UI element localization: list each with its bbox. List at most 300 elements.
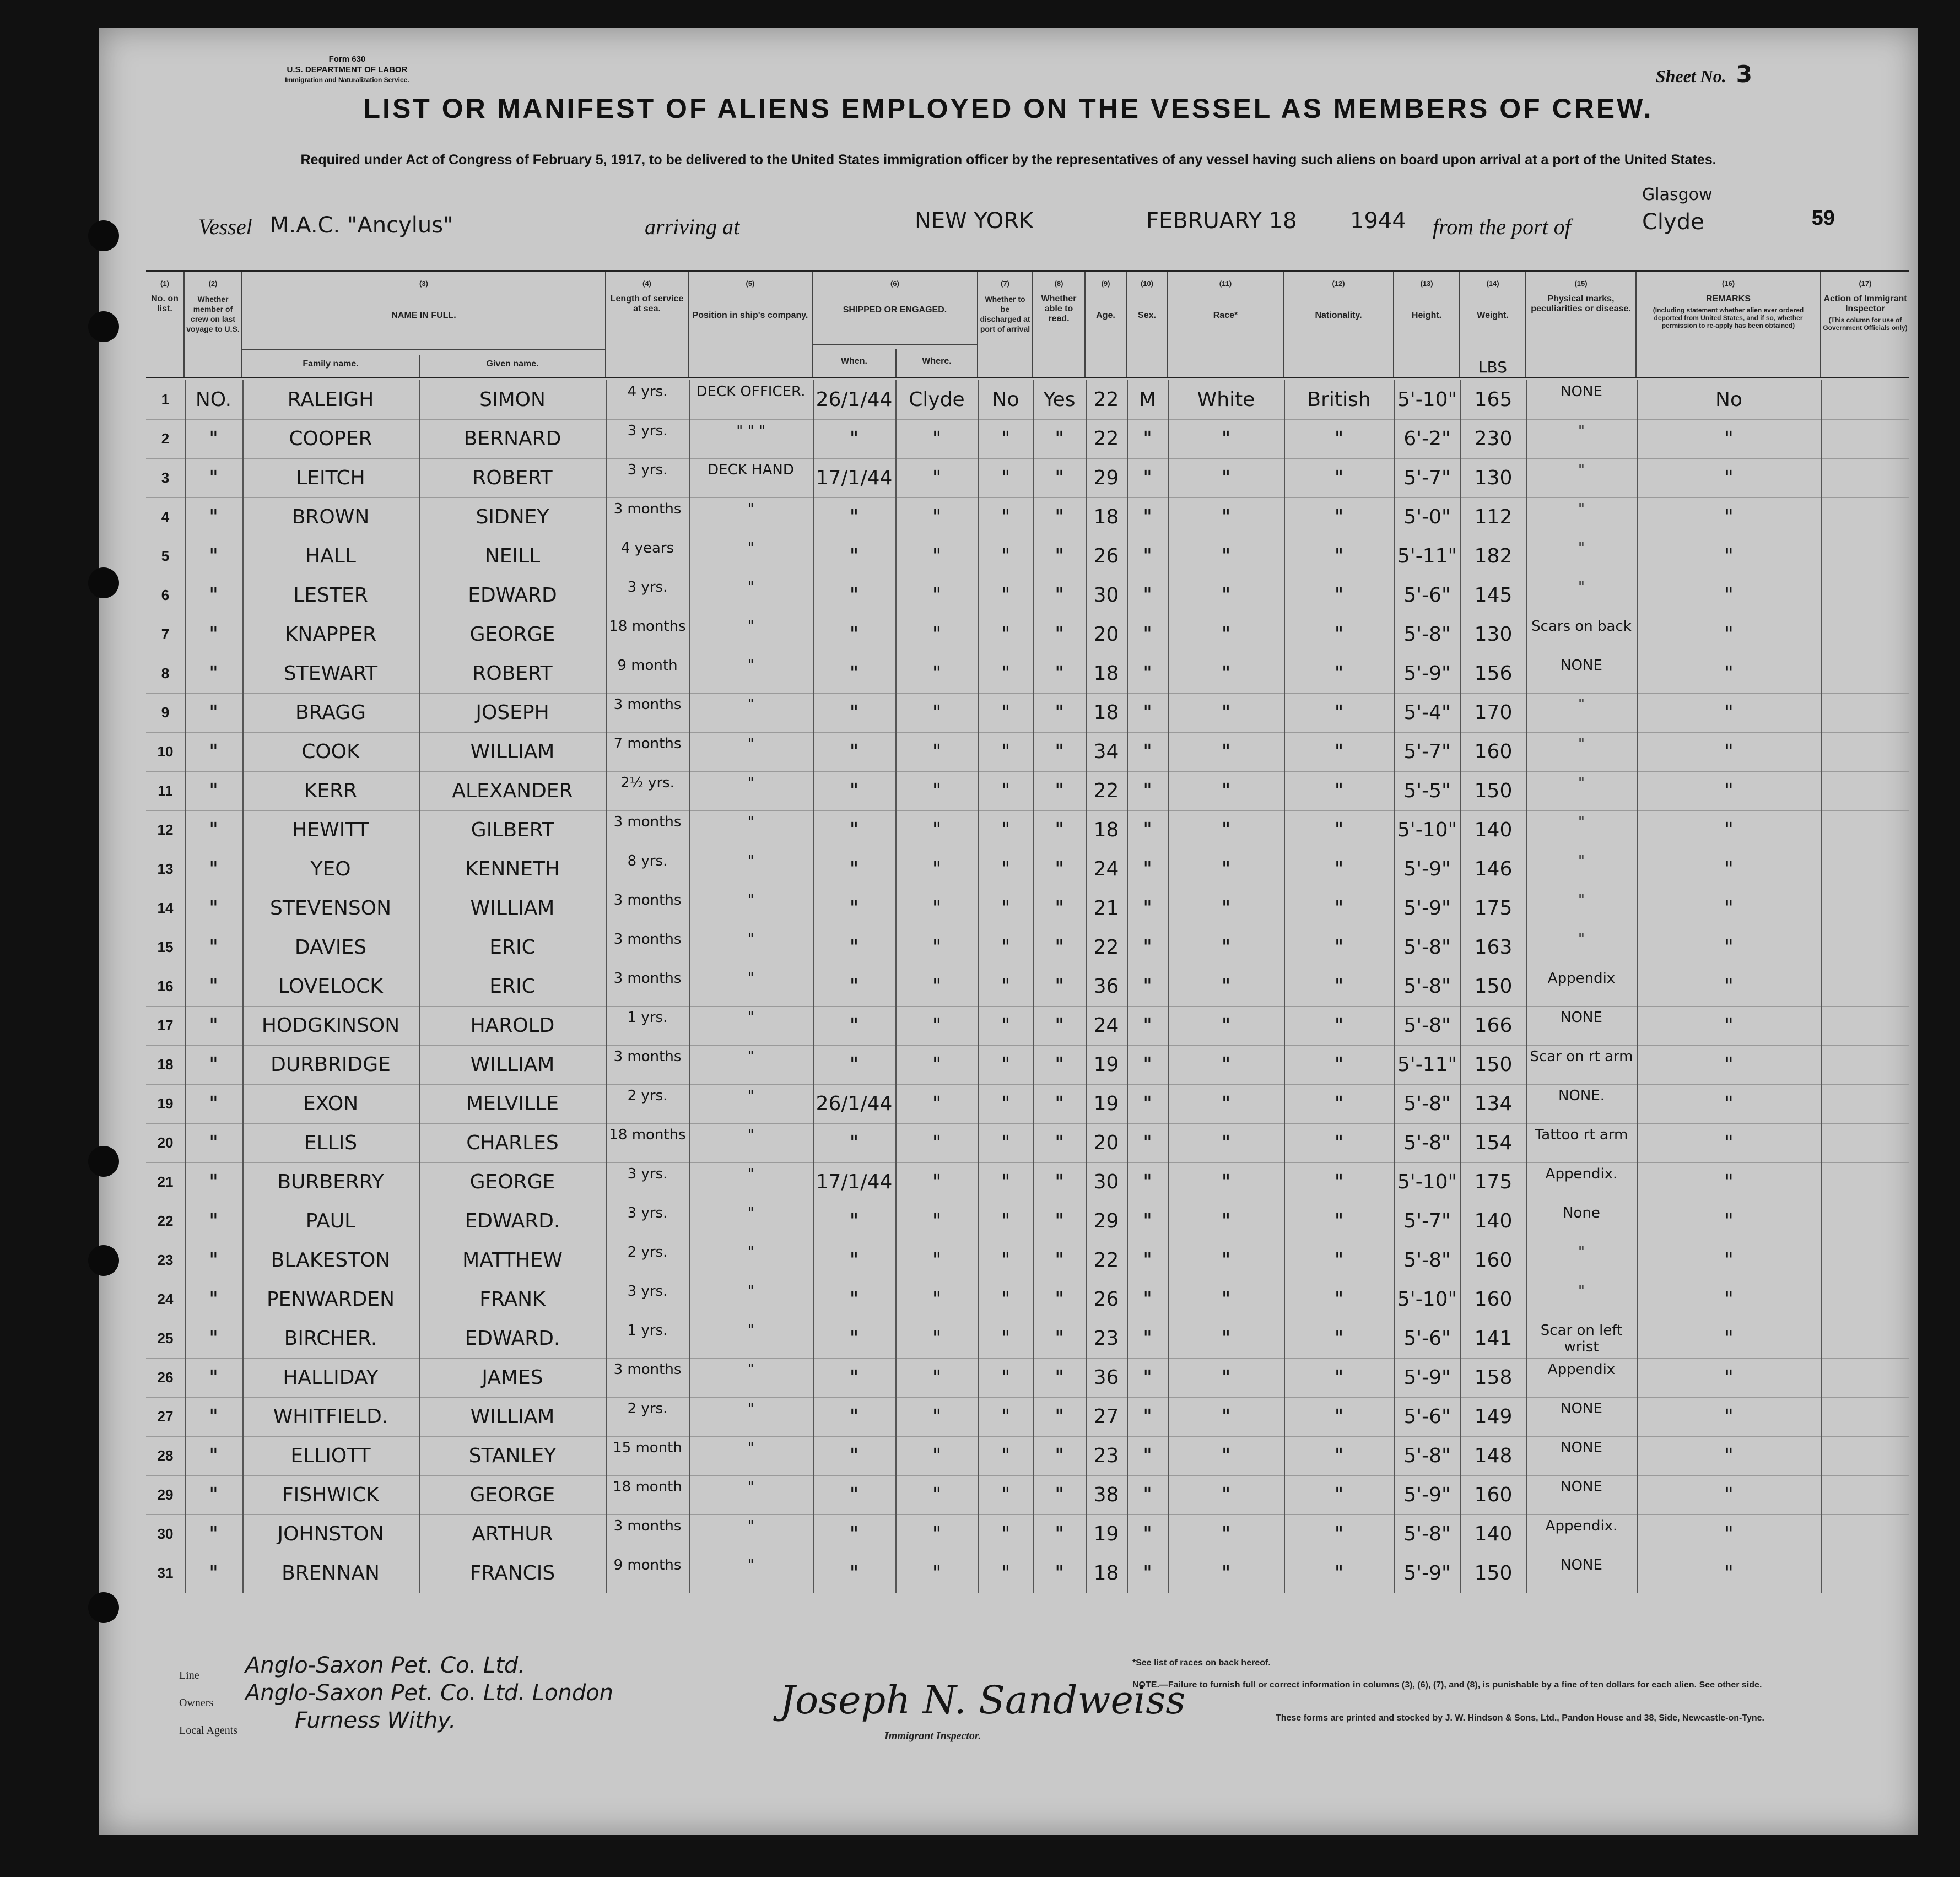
cell-nationality: " [1334, 1171, 1344, 1193]
port-value: Clyde [1642, 209, 1704, 235]
arriving-label: arriving at [645, 214, 740, 239]
cell-height: 5'-6" [1403, 584, 1451, 607]
cell-family: YEO [310, 858, 351, 880]
col-height-header: (13) Height. [1394, 272, 1460, 377]
col-discharged-header: (7) Whether to be discharged at port of arrival [978, 272, 1033, 377]
cell-read: " [1055, 1132, 1064, 1154]
column-rule [895, 380, 897, 1593]
cell-given: ERIC [489, 975, 536, 998]
cell-read: " [1055, 1366, 1064, 1389]
cell-weight: 160 [1474, 1484, 1513, 1506]
cell-age: 26 [1093, 1288, 1119, 1311]
cell-discharged: " [1001, 858, 1011, 880]
cell-nationality: " [1334, 1249, 1344, 1272]
cell-service: 3 months [613, 696, 682, 713]
cell-marks: " [1578, 696, 1585, 713]
cell-weight: 112 [1474, 506, 1513, 528]
cell-given: FRANCIS [469, 1562, 555, 1584]
cell-when: 17/1/44 [816, 1171, 893, 1193]
cell-where: " [932, 897, 942, 919]
table-row [146, 732, 1909, 772]
cell-where: " [932, 780, 942, 802]
cell-race: " [1221, 1249, 1231, 1272]
cell-service: 2 yrs. [627, 1244, 668, 1261]
cell-given: ARTHUR [472, 1523, 553, 1545]
cell-service: 3 months [613, 931, 682, 948]
cell-service: 3 yrs. [627, 462, 668, 478]
cell-crew: " [209, 1132, 218, 1154]
cell-family: BIRCHER. [284, 1327, 377, 1350]
cell-discharged: " [1001, 740, 1011, 763]
cell-no: 19 [157, 1095, 174, 1112]
cell-sex: M [1138, 388, 1157, 411]
cell-where: " [932, 1132, 942, 1154]
cell-family: STEWART [283, 662, 378, 685]
cell-no: 6 [161, 587, 170, 603]
column-rule [1821, 380, 1822, 1593]
cell-height: 5'-9" [1403, 1366, 1451, 1389]
cell-family: STEVENSON [269, 897, 391, 919]
cell-nationality: " [1334, 1405, 1344, 1428]
cell-crew: " [209, 545, 218, 567]
cell-position: " [747, 892, 754, 908]
cell-sex: " [1143, 858, 1152, 880]
cell-nationality: " [1334, 662, 1344, 685]
cell-when: " [849, 506, 859, 528]
cell-discharged: " [1001, 662, 1011, 685]
cell-when: 17/1/44 [816, 467, 893, 489]
given-name-header: Given name. [486, 359, 539, 369]
cell-race: " [1221, 936, 1231, 959]
cell-remarks: " [1724, 936, 1734, 959]
cell-crew: " [209, 819, 218, 841]
cell-position: " [747, 1479, 754, 1495]
cell-race: White [1197, 388, 1255, 411]
cell-position: " [747, 1322, 754, 1339]
cell-where: Clyde [909, 388, 965, 411]
cell-service: 3 months [613, 1518, 682, 1534]
cell-height: 5'-8" [1403, 1092, 1451, 1115]
cell-no: 24 [157, 1291, 174, 1307]
cell-service: 4 years [620, 540, 674, 556]
cell-sex: " [1143, 936, 1152, 959]
cell-weight: 160 [1474, 740, 1513, 763]
cell-discharged: " [1001, 506, 1011, 528]
cell-crew: " [209, 1092, 218, 1115]
cell-age: 22 [1093, 936, 1119, 959]
cell-given: CHARLES [466, 1132, 559, 1154]
cell-marks: None [1563, 1205, 1600, 1221]
cell-weight: 140 [1474, 819, 1513, 841]
cell-height: 5'-4" [1403, 701, 1451, 724]
cell-race: " [1221, 1171, 1231, 1193]
cell-sex: " [1143, 819, 1152, 841]
cell-age: 23 [1093, 1445, 1119, 1467]
cell-family: BLAKESTON [271, 1249, 391, 1272]
cell-discharged: " [1001, 1249, 1011, 1272]
cell-read: " [1055, 1210, 1064, 1232]
cell-family: HALL [305, 545, 356, 567]
cell-position: DECK HAND [708, 462, 794, 478]
cell-race: " [1221, 819, 1231, 841]
cell-read: " [1055, 819, 1064, 841]
cell-crew: " [209, 858, 218, 880]
cell-nationality: " [1334, 1132, 1344, 1154]
cell-when: " [849, 740, 859, 763]
cell-service: 4 yrs. [627, 383, 668, 400]
cell-sex: " [1143, 623, 1152, 646]
cell-given: WILLIAM [470, 740, 555, 763]
cell-when: " [849, 1523, 859, 1545]
cell-service: 3 yrs. [627, 579, 668, 596]
cell-marks: " [1578, 892, 1585, 908]
cell-when: " [849, 1484, 859, 1506]
column-rule [1168, 380, 1169, 1593]
cell-no: 22 [157, 1213, 174, 1229]
column-rule [1284, 380, 1285, 1593]
col-action-header: (17) Action of Immigrant Inspector (This column for use of Government Officials only) [1823, 279, 1908, 332]
cell-race: " [1221, 584, 1231, 607]
cell-crew: " [209, 1288, 218, 1311]
cell-crew: " [209, 584, 218, 607]
cell-height: 5'-10" [1397, 1288, 1457, 1311]
cell-height: 5'-9" [1403, 1562, 1451, 1584]
cell-age: 36 [1093, 1366, 1119, 1389]
subtitle: Required under Act of Congress of February 5, 1917, to be delivered to the United States immigration officer by the representatives of any vessel having such aliens on board upon arrival at a port of the United States. [300, 152, 1716, 167]
cell-read: " [1055, 1053, 1064, 1076]
cell-remarks: " [1724, 858, 1734, 880]
cell-sex: " [1143, 584, 1152, 607]
inspector-signature: Joseph N. Sandweiss [780, 1678, 1186, 1723]
cell-remarks: " [1724, 662, 1734, 685]
cell-where: " [932, 740, 942, 763]
cell-race: " [1221, 1092, 1231, 1115]
cell-service: 3 months [613, 1048, 682, 1065]
cell-remarks: " [1724, 1523, 1734, 1545]
cell-family: ELLIOTT [290, 1445, 371, 1467]
cell-given: JOSEPH [476, 701, 549, 724]
cell-where: " [932, 819, 942, 841]
cell-nationality: " [1334, 506, 1344, 528]
cell-where: " [932, 858, 942, 880]
cell-service: 1 yrs. [627, 1009, 668, 1026]
cell-age: 29 [1093, 467, 1119, 489]
cell-age: 19 [1093, 1053, 1119, 1076]
cell-nationality: " [1334, 1523, 1344, 1545]
cell-remarks: " [1724, 701, 1734, 724]
cell-age: 19 [1093, 1092, 1119, 1115]
cell-read: " [1055, 1288, 1064, 1311]
cell-family: WHITFIELD. [273, 1405, 388, 1428]
cell-weight: 150 [1474, 975, 1513, 998]
cell-when: " [849, 1327, 859, 1350]
table-row [146, 1241, 1909, 1280]
cell-age: 27 [1093, 1405, 1119, 1428]
cell-position: " [747, 579, 754, 596]
cell-service: 18 month [613, 1479, 682, 1495]
table-row [146, 1162, 1909, 1202]
col-read-header: (8) Whether able to read. [1033, 272, 1086, 377]
cell-nationality: " [1334, 858, 1344, 880]
cell-read: " [1055, 1445, 1064, 1467]
cell-family: DAVIES [294, 936, 367, 959]
manifest-table [146, 270, 1909, 1631]
cell-age: 26 [1093, 545, 1119, 567]
cell-marks: " [1578, 814, 1585, 830]
cell-nationality: " [1334, 1562, 1344, 1584]
col-shipped-header: (6) SHIPPED OR ENGAGED. When. Where. [813, 272, 978, 377]
table-header [146, 270, 1909, 378]
cell-race: " [1221, 1523, 1231, 1545]
cell-weight: 160 [1474, 1249, 1513, 1272]
cell-given: WILLIAM [470, 1405, 555, 1428]
cell-read: " [1055, 780, 1064, 802]
cell-remarks: " [1724, 467, 1734, 489]
cell-nationality: British [1307, 388, 1371, 411]
col-crew-header: (2) Whether member of crew on last voyage to U.S. [185, 272, 242, 377]
cell-marks: Appendix [1547, 1361, 1616, 1378]
cell-remarks: " [1724, 1210, 1734, 1232]
cell-race: " [1221, 1366, 1231, 1389]
cell-discharged: " [1001, 1014, 1011, 1037]
cell-age: 22 [1093, 1249, 1119, 1272]
cell-sex: " [1143, 1014, 1152, 1037]
cell-position: " [747, 1048, 754, 1065]
cell-no: 16 [157, 978, 174, 994]
cell-discharged: " [1001, 1405, 1011, 1428]
cell-position: " [747, 970, 754, 987]
table-row [146, 771, 1909, 811]
cell-read: " [1055, 936, 1064, 959]
owners-value: Anglo-Saxon Pet. Co. Ltd. London [245, 1680, 614, 1706]
cell-service: 3 months [613, 501, 682, 517]
cell-discharged: " [1001, 1132, 1011, 1154]
cell-crew: " [209, 1053, 218, 1076]
cell-height: 5'-8" [1403, 936, 1451, 959]
table-row [146, 1397, 1909, 1437]
cell-position: " [747, 1205, 754, 1221]
cell-discharged: " [1001, 584, 1011, 607]
cell-given: EDWARD. [465, 1210, 560, 1232]
column-rule [242, 380, 244, 1593]
service: Immigration and Naturalization Service. [285, 76, 409, 84]
cell-remarks: " [1724, 1014, 1734, 1037]
cell-remarks: " [1724, 1053, 1734, 1076]
cell-position: " [747, 931, 754, 948]
table-row [146, 1045, 1909, 1085]
cell-marks: NONE [1561, 1557, 1602, 1573]
cell-where: " [932, 936, 942, 959]
col-marks-header: (15) Physical marks, peculiarities or disease. [1526, 272, 1637, 377]
cell-sex: " [1143, 975, 1152, 998]
form-identifier [264, 54, 430, 85]
cell-no: 14 [157, 900, 174, 916]
cell-discharged: " [1001, 819, 1011, 841]
cell-sex: " [1143, 1523, 1152, 1545]
cell-marks: " [1578, 423, 1585, 439]
cell-remarks: " [1724, 1327, 1734, 1350]
column-rule [1033, 380, 1034, 1593]
cell-sex: " [1143, 1445, 1152, 1467]
cell-height: 5'-9" [1403, 1484, 1451, 1506]
table-row [146, 889, 1909, 928]
cell-age: 18 [1093, 1562, 1119, 1584]
cell-given: GEORGE [469, 1171, 555, 1193]
cell-given: KENNETH [465, 858, 560, 880]
cell-race: " [1221, 1327, 1231, 1350]
cell-family: JOHNSTON [277, 1523, 384, 1545]
cell-weight: 230 [1474, 428, 1513, 450]
cell-race: " [1221, 506, 1231, 528]
cell-sex: " [1143, 1053, 1152, 1076]
cell-position: " [747, 1440, 754, 1456]
cell-height: 5'-6" [1403, 1405, 1451, 1428]
cell-race: " [1221, 780, 1231, 802]
cell-sex: " [1143, 506, 1152, 528]
cell-age: 21 [1093, 897, 1119, 919]
cell-family: KERR [304, 780, 358, 802]
cell-service: 3 yrs. [627, 1283, 668, 1300]
cell-race: " [1221, 428, 1231, 450]
cell-when: " [849, 1249, 859, 1272]
cell-read: " [1055, 1405, 1064, 1428]
cell-no: 12 [157, 821, 174, 838]
cell-nationality: " [1334, 936, 1344, 959]
cell-read: " [1055, 467, 1064, 489]
date-value: FEBRUARY 18 [1146, 208, 1297, 234]
cell-marks: Scar on rt arm [1530, 1048, 1633, 1065]
column-rule [1394, 380, 1395, 1593]
sheet-label: Sheet No. [1655, 66, 1726, 86]
cell-position: DECK OFFICER. [696, 383, 806, 400]
cell-race: " [1221, 467, 1231, 489]
cell-weight: 134 [1474, 1092, 1513, 1115]
cell-family: BURBERRY [277, 1171, 384, 1193]
cell-position: " [747, 814, 754, 830]
table-row [146, 615, 1909, 654]
cell-remarks: " [1724, 975, 1734, 998]
cell-crew: " [209, 662, 218, 685]
cell-nationality: " [1334, 1014, 1344, 1037]
cell-service: 3 yrs. [627, 423, 668, 439]
cell-read: " [1055, 1171, 1064, 1193]
cell-read: " [1055, 545, 1064, 567]
cell-crew: " [209, 467, 218, 489]
cell-race: " [1221, 1210, 1231, 1232]
table-row [146, 967, 1909, 1007]
cell-remarks: " [1724, 1132, 1734, 1154]
cell-read: " [1055, 1484, 1064, 1506]
cell-weight: 175 [1474, 897, 1513, 919]
cell-no: 27 [157, 1408, 174, 1425]
cell-discharged: " [1001, 1484, 1011, 1506]
cell-no: 23 [157, 1252, 174, 1268]
cell-weight: 130 [1474, 623, 1513, 646]
cell-family: HEWITT [292, 819, 369, 841]
cell-nationality: " [1334, 584, 1344, 607]
cell-age: 18 [1093, 506, 1119, 528]
cell-weight: 170 [1474, 701, 1513, 724]
cell-discharged: " [1001, 975, 1011, 998]
cell-marks: NONE [1561, 657, 1602, 674]
cell-race: " [1221, 1562, 1231, 1584]
cell-marks: " [1578, 735, 1585, 752]
cell-age: 22 [1093, 388, 1119, 411]
cell-remarks: " [1724, 1092, 1734, 1115]
cell-height: 5'-7" [1403, 740, 1451, 763]
cell-position: " [747, 540, 754, 556]
cell-where: " [932, 662, 942, 685]
vessel-line [198, 185, 1851, 247]
cell-crew: " [209, 1484, 218, 1506]
cell-given: WILLIAM [470, 897, 555, 919]
cell-sex: " [1143, 1484, 1152, 1506]
cell-given: ROBERT [472, 467, 553, 489]
cell-no: 9 [161, 704, 170, 721]
cell-when: 26/1/44 [816, 1092, 893, 1115]
cell-height: 5'-8" [1403, 1523, 1451, 1545]
cell-remarks: " [1724, 1366, 1734, 1389]
cell-where: " [932, 975, 942, 998]
cell-position: " [747, 1518, 754, 1534]
cell-read: " [1055, 662, 1064, 685]
cell-marks: NONE [1561, 1440, 1602, 1456]
line-label: Line [179, 1669, 199, 1681]
cell-height: 5'-10" [1397, 819, 1457, 841]
cell-read: " [1055, 428, 1064, 450]
cell-height: 5'-8" [1403, 1249, 1451, 1272]
cell-age: 18 [1093, 819, 1119, 841]
cell-when: " [849, 428, 859, 450]
cell-weight: 141 [1474, 1327, 1513, 1350]
cell-nationality: " [1334, 897, 1344, 919]
cell-weight: 150 [1474, 780, 1513, 802]
column-rule [1637, 380, 1638, 1593]
cell-marks: Appendix [1547, 970, 1616, 987]
cell-family: HODGKINSON [261, 1014, 400, 1037]
cell-remarks: " [1724, 740, 1734, 763]
cell-position: " [747, 853, 754, 869]
cell-position: " [747, 618, 754, 635]
cell-height: 5'-9" [1403, 662, 1451, 685]
cell-discharged: " [1001, 780, 1011, 802]
cell-position: " [747, 1009, 754, 1026]
cell-when: " [849, 1210, 859, 1232]
cell-race: " [1221, 1132, 1231, 1154]
cell-no: 8 [161, 665, 170, 681]
department: U.S. DEPARTMENT OF LABOR [287, 65, 408, 74]
cell-height: 5'-7" [1403, 467, 1451, 489]
cell-when: " [849, 1405, 859, 1428]
cell-sex: " [1143, 701, 1152, 724]
cell-given: FRANK [479, 1288, 546, 1311]
cell-service: 3 yrs. [627, 1205, 668, 1221]
cell-crew: " [209, 740, 218, 763]
cell-when: " [849, 1562, 859, 1584]
cell-family: PAUL [305, 1210, 356, 1232]
cell-where: " [932, 1171, 942, 1193]
cell-when: " [849, 584, 859, 607]
cell-family: BROWN [291, 506, 370, 528]
cell-remarks: " [1724, 1288, 1734, 1311]
cell-no: 13 [157, 861, 174, 877]
cell-age: 20 [1093, 623, 1119, 646]
column-rule [419, 380, 420, 1593]
col-name-header: (3) NAME IN FULL. Family name. Given name. [242, 272, 606, 377]
cell-where: " [932, 506, 942, 528]
cell-read: " [1055, 1014, 1064, 1037]
cell-weight: 182 [1474, 545, 1513, 567]
